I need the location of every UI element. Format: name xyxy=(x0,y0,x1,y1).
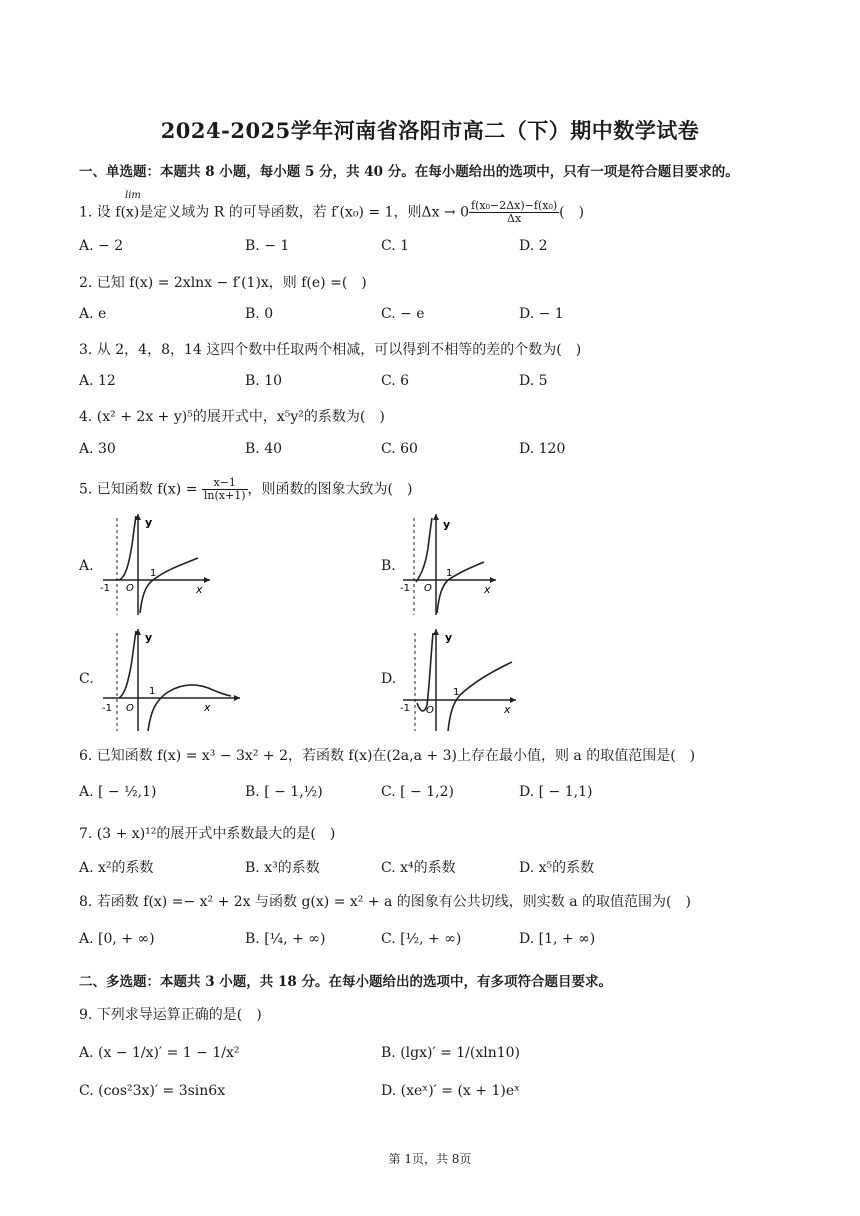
question-7-stem: 7. (3 + x)¹²的展开式中系数最大的是( ) xyxy=(79,826,336,842)
x-axis-arrow xyxy=(490,577,496,583)
neg-one-label: -1 xyxy=(102,703,112,714)
origin-label: O xyxy=(424,583,432,594)
question-2-stem: 2. 已知 f(x) = 2xlnx − f′(1)x，则 f(e) =( ) xyxy=(79,275,367,291)
y-label: y xyxy=(445,631,453,644)
origin-label: O xyxy=(126,703,134,714)
neg-one-label: -1 xyxy=(400,703,410,714)
q4-option-b: B. 40 xyxy=(245,441,283,457)
q6-option-a: A. [ − ½,1) xyxy=(79,784,157,800)
q9-option-b: B. (lgx)′ = 1/(xln10) xyxy=(381,1045,521,1061)
q9-option-d: D. (xeˣ)′ = (x + 1)eˣ xyxy=(381,1083,521,1099)
x-axis-arrow xyxy=(234,695,240,701)
graph-b xyxy=(400,510,500,620)
q7-option-b: B. x³的系数 xyxy=(245,860,320,876)
x-label: x xyxy=(504,703,511,716)
q3-option-d: D. 5 xyxy=(519,373,548,389)
q6-option-b: B. [ − 1,½) xyxy=(245,784,323,800)
q5-option-d-label: D. xyxy=(381,671,397,687)
fraction-denominator: ln(x+1) xyxy=(203,489,246,502)
one-label: 1 xyxy=(453,687,460,698)
x-label: x xyxy=(196,583,203,596)
curve-right xyxy=(148,685,231,731)
curve-right xyxy=(140,558,198,613)
fraction-numerator: f(x₀−2Δx)−f(x₀) xyxy=(471,199,558,212)
question-1-stem: 1. 设 f(x)是定义域为 R 的可导函数，若 f′(x₀) = 1，则Δx → 0 xyxy=(79,204,470,221)
lim-label: lim xyxy=(125,190,141,201)
y-label: y xyxy=(145,516,153,529)
question-1-paren: ( ) xyxy=(559,204,585,221)
graph-c xyxy=(98,625,243,735)
page-footer: 第 1页，共 8页 xyxy=(388,1152,472,1166)
question-3-stem: 3. 从 2，4，8，14 这四个数中任取两个相减，可以得到不相等的差的个数为( ) xyxy=(79,342,582,358)
y-label: y xyxy=(145,631,153,644)
q8-option-d: D. [1, + ∞) xyxy=(519,931,596,947)
q1-option-d: D. 2 xyxy=(519,238,548,254)
curve-left xyxy=(119,631,136,698)
question-5-stem: 5. 已知函数 f(x) = xyxy=(79,481,202,498)
q1-option-c: C. 1 xyxy=(381,238,410,254)
curve-left xyxy=(416,518,432,582)
x-label: x xyxy=(484,583,491,596)
one-label: 1 xyxy=(446,568,453,579)
y-label: y xyxy=(443,518,451,531)
x-label: x xyxy=(204,701,211,714)
q7-option-c: C. x⁴的系数 xyxy=(381,860,456,876)
curve-right xyxy=(437,562,484,613)
graph-a xyxy=(98,510,213,620)
curve-left xyxy=(119,516,136,580)
q8-option-c: C. [½, + ∞) xyxy=(381,931,462,947)
q4-option-c: C. 60 xyxy=(381,441,418,457)
page-title: 2024-2025学年河南省洛阳市高二（下）期中数学试卷 xyxy=(160,118,700,143)
section-heading-multi-choice: 二、多选题：本题共 3 小题，共 18 分。在每小题给出的选项中，有多项符合题目要求。 xyxy=(79,974,612,990)
question-1-fraction xyxy=(469,200,559,225)
q7-option-d: D. x⁵的系数 xyxy=(519,860,595,876)
question-8-stem: 8. 若函数 f(x) =− x² + 2x 与函数 g(x) = x² + a 的图象有公共切线，则实数 a 的取值范围为( ) xyxy=(79,894,691,910)
q2-option-d: D. − 1 xyxy=(519,306,564,322)
q2-option-c: C. − e xyxy=(381,306,425,322)
q9-option-a: A. (x − 1/x)′ = 1 − 1/x² xyxy=(79,1045,240,1061)
x-axis-arrow xyxy=(204,577,210,583)
q5-option-a-label: A. xyxy=(79,558,94,574)
q3-option-c: C. 6 xyxy=(381,373,410,389)
q1-option-b: B. − 1 xyxy=(245,238,290,254)
question-4-stem: 4. (x² + 2x + y)⁵的展开式中，x⁵y²的系数为( ) xyxy=(79,409,385,425)
one-label: 1 xyxy=(150,568,157,579)
q3-option-b: B. 10 xyxy=(245,373,283,389)
q8-option-b: B. [¼, + ∞) xyxy=(245,931,326,947)
question-9-stem: 9. 下列求导运算正确的是( ) xyxy=(79,1007,262,1023)
q8-option-a: A. [0, + ∞) xyxy=(79,931,155,947)
curve-left xyxy=(417,633,433,711)
question-5 xyxy=(79,477,412,502)
q1-option-a: A. − 2 xyxy=(79,238,124,254)
origin-label: O xyxy=(426,705,434,716)
fraction-numerator: x−1 xyxy=(202,477,248,490)
y-axis-arrow xyxy=(433,629,439,635)
q7-option-a: A. x²的系数 xyxy=(79,860,154,876)
q2-option-a: A. e xyxy=(79,306,107,322)
x-axis-arrow xyxy=(510,697,516,703)
y-axis-arrow xyxy=(433,514,439,520)
q6-option-d: D. [ − 1,1) xyxy=(519,784,593,800)
q9-option-c: C. (cos²3x)′ = 3sin6x xyxy=(79,1083,226,1099)
q3-option-a: A. 12 xyxy=(79,373,116,389)
origin-label: O xyxy=(126,583,134,594)
fraction-denominator: Δx xyxy=(507,212,522,225)
q2-option-b: B. 0 xyxy=(245,306,274,322)
question-5-tail: ，则函数的图象大致为( ) xyxy=(247,481,413,498)
section-heading-single-choice: 一、单选题：本题共 8 小题，每小题 5 分，共 40 分。在每小题给出的选项中，只有一项是符合题目要求的。 xyxy=(79,164,739,180)
q5-option-c-label: C. xyxy=(79,671,94,687)
q6-option-c: C. [ − 1,2) xyxy=(381,784,454,800)
question-5-fraction xyxy=(202,477,248,502)
q4-option-d: D. 120 xyxy=(519,441,566,457)
neg-one-label: -1 xyxy=(400,583,410,594)
q5-option-b-label: B. xyxy=(381,558,396,574)
q4-option-a: A. 30 xyxy=(79,441,116,457)
question-6-stem: 6. 已知函数 f(x) = x³ − 3x² + 2，若函数 f(x)在(2a,a + 3)上存在最小值，则 a 的取值范围是( ) xyxy=(79,748,696,764)
question-1 xyxy=(79,200,584,225)
neg-one-label: -1 xyxy=(100,583,110,594)
graph-d xyxy=(400,625,520,735)
one-label: 1 xyxy=(149,686,156,697)
